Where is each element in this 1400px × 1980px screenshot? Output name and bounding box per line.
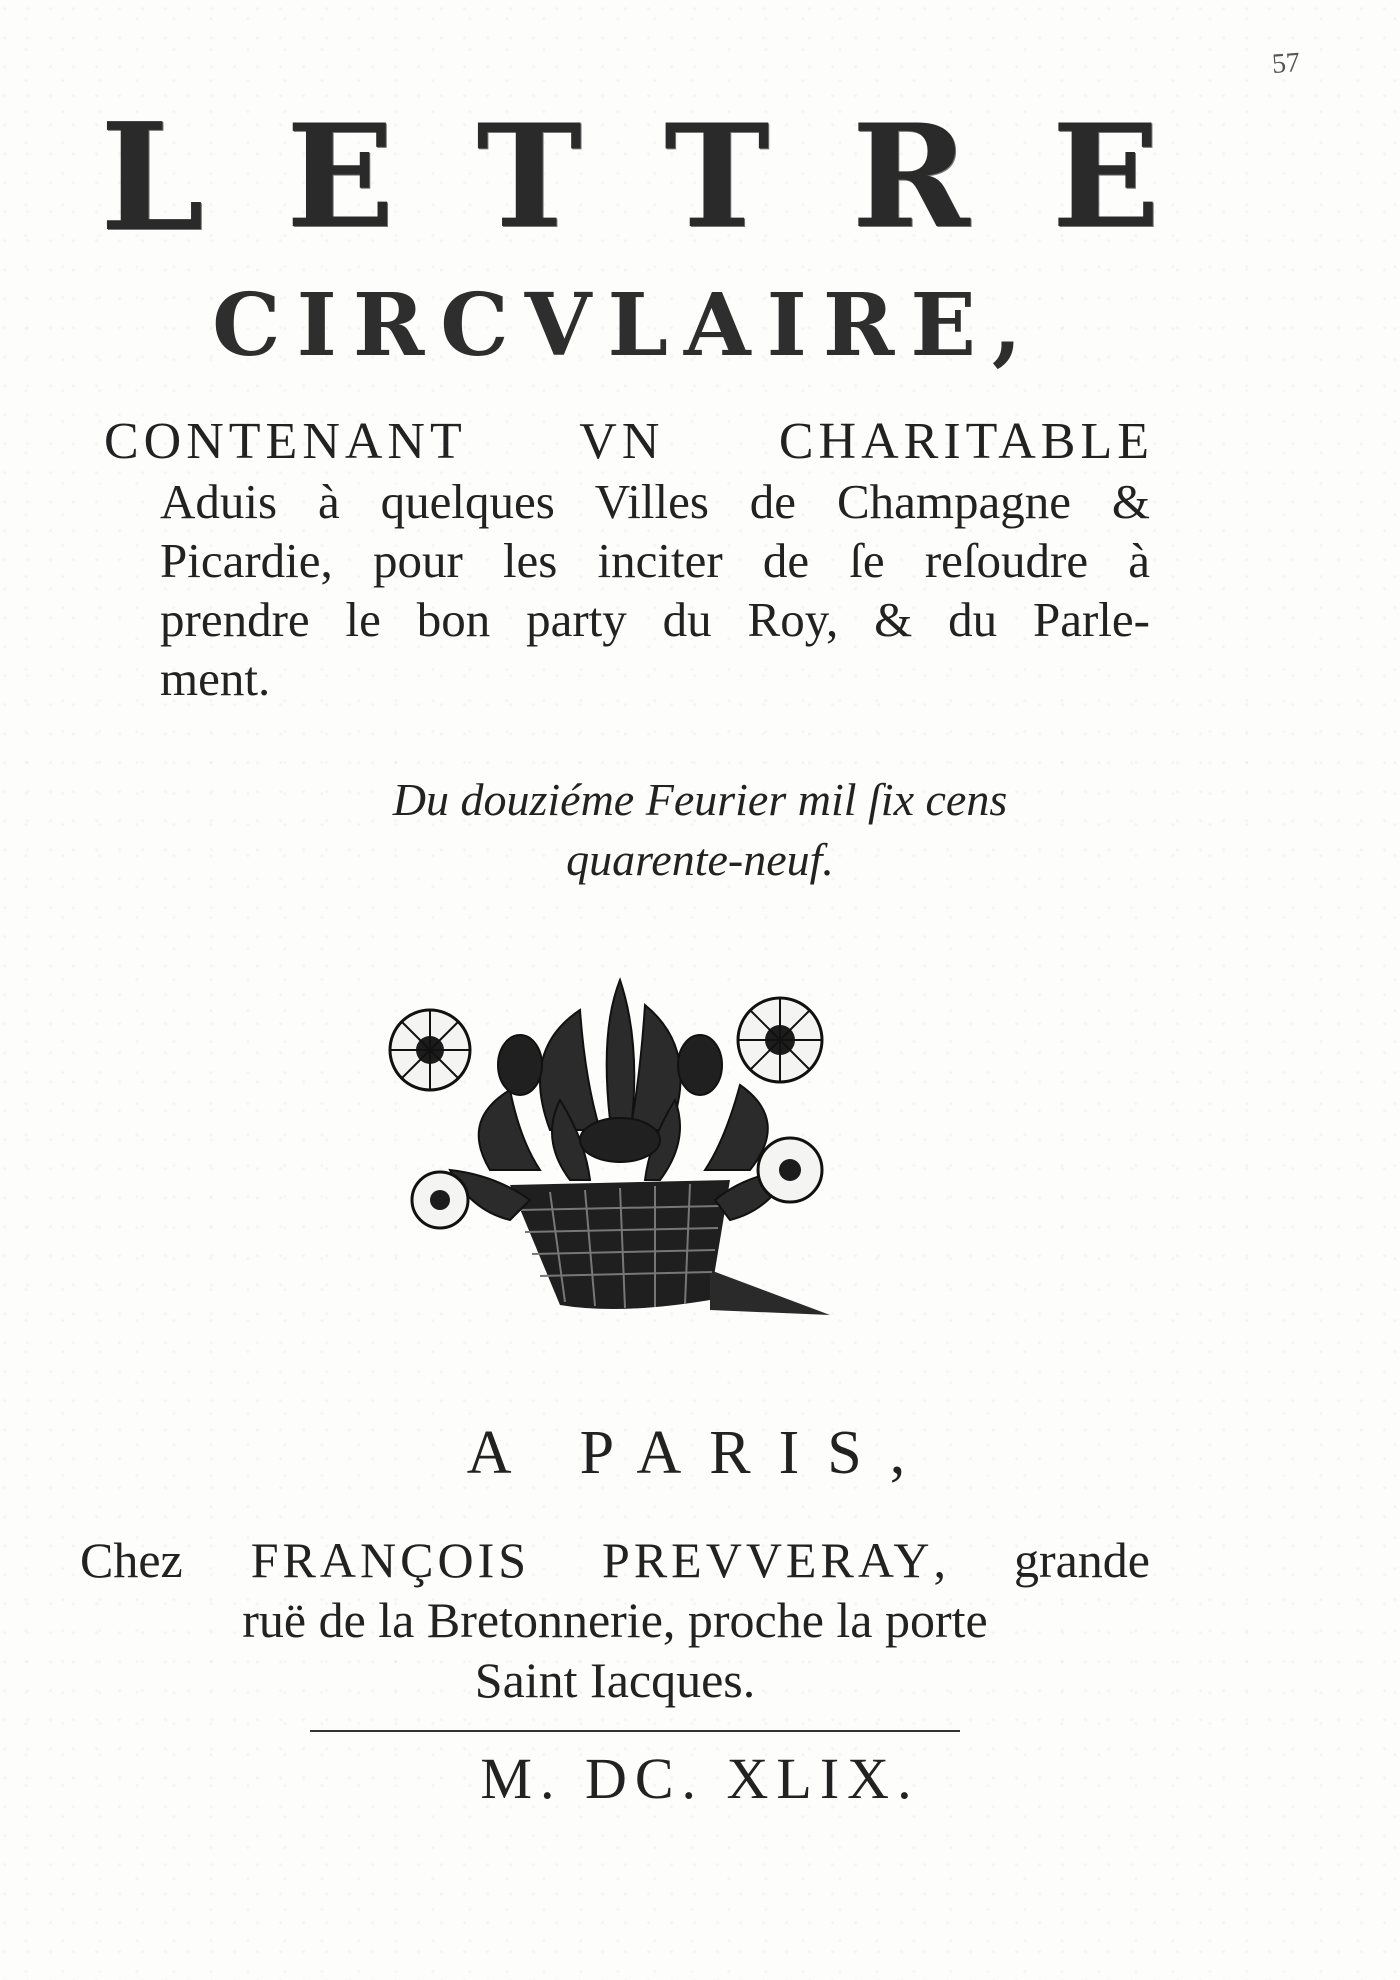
publisher-name: FRANÇOIS PREVVERAY — [250, 1532, 934, 1588]
address-line: Saint Iacques. — [474, 1652, 756, 1708]
title-letter: T — [664, 94, 770, 260]
description-line: prendre le bon party du Roy, & du Parle- — [160, 592, 1150, 647]
title-main — [100, 90, 1160, 264]
title-subtitle: CIRCVLAIRE, — [212, 275, 1038, 376]
publisher-prefix: Chez — [80, 1532, 183, 1588]
description — [160, 472, 1150, 708]
publisher-suffix: , grande — [933, 1532, 1150, 1588]
flower-basket-woodcut-icon — [370, 970, 850, 1340]
folio-mark: 57 — [1270, 47, 1302, 80]
date-line: Du douziéme Feurier mil ſix cens — [392, 774, 1008, 825]
description-line: Aduis à quelques Villes de Champagne & — [160, 474, 1150, 529]
divider-rule — [310, 1730, 960, 1732]
description-line: ment. — [160, 651, 271, 706]
description-line: Picardie, pour les inciter de ſe reſoudre à — [160, 533, 1150, 588]
date-statement — [150, 770, 1250, 890]
imprint-year: M. DC. XLIX. — [480, 1746, 920, 1811]
title-letter: E — [286, 94, 395, 260]
subtitle-caps: CONTENANT VN CHARITABLE — [104, 413, 1154, 470]
title-letter: E — [1051, 94, 1160, 260]
title-letter: T — [476, 94, 582, 260]
imprint-city: A PARIS, — [466, 1419, 934, 1487]
publisher-line — [80, 1530, 1150, 1590]
publisher-block — [80, 1530, 1150, 1710]
address-line: ruë de la Bretonnerie, proche la porte — [242, 1592, 988, 1648]
title-letter: R — [851, 94, 970, 260]
date-line: quarente-neuf. — [566, 834, 834, 885]
title-letter: L — [100, 90, 205, 264]
